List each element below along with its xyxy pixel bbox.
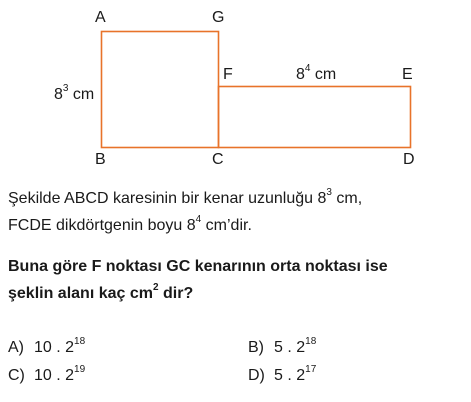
point-g-label: G — [212, 9, 225, 26]
option-b[interactable] — [248, 338, 316, 360]
square-side-label — [54, 83, 95, 105]
option-c[interactable] — [8, 366, 85, 388]
rect-length-unit: cm — [314, 66, 337, 83]
option-d-base: 5 . 2 — [274, 367, 306, 384]
point-b-label: B — [95, 151, 106, 168]
question-line-2-end: dir? — [158, 285, 194, 302]
square-side-base: 8 — [54, 86, 63, 103]
rectangle-fcde — [219, 87, 411, 148]
problem-line-2 — [8, 215, 252, 239]
rect-length-label — [296, 63, 337, 85]
rect-length-base: 8 — [296, 66, 305, 83]
option-b-exp: 18 — [305, 336, 317, 347]
point-c-label: C — [212, 151, 224, 168]
option-d-label: D) — [248, 367, 265, 384]
option-b-base: 5 . 2 — [274, 339, 306, 356]
rect-length-exp: 4 — [304, 63, 311, 74]
problem-line-1 — [8, 188, 362, 212]
problem-line-1-exp: 3 — [326, 187, 332, 198]
question-line-1: Buna göre F noktası GC kenarının orta noktası ise — [8, 258, 388, 275]
option-a-exp: 18 — [74, 336, 86, 347]
question-line-2 — [8, 283, 193, 307]
point-f-label: F — [223, 66, 233, 83]
option-d-exp: 17 — [305, 364, 317, 375]
problem-line-2-unit: cm’dir. — [201, 217, 252, 234]
problem-line-2-text: FCDE dikdörtgenin boyu 8 — [8, 217, 196, 234]
geometry-figure — [0, 0, 471, 175]
problem-line-2-exp: 4 — [195, 214, 202, 225]
point-e-label: E — [402, 66, 413, 83]
option-c-exp: 19 — [74, 364, 86, 375]
question-line-2-text: şeklin alanı kaç cm — [8, 285, 153, 302]
option-c-label: C) — [8, 367, 25, 384]
square-side-exp: 3 — [62, 83, 69, 94]
option-c-base: 10 . 2 — [34, 367, 75, 384]
option-a[interactable] — [8, 338, 85, 360]
problem-line-1-unit: cm, — [331, 190, 363, 207]
option-b-label: B) — [248, 339, 264, 356]
option-d[interactable] — [248, 366, 316, 388]
square-side-unit: cm — [72, 86, 95, 103]
square-abcd — [102, 32, 219, 148]
option-a-label: A) — [8, 339, 24, 356]
point-a-label: A — [95, 9, 106, 26]
option-a-base: 10 . 2 — [34, 339, 75, 356]
point-d-label: D — [403, 151, 415, 168]
problem-line-1-text: Şekilde ABCD karesinin bir kenar uzunluğu 8 — [8, 190, 327, 207]
question-line-2-exp: 2 — [152, 282, 159, 293]
